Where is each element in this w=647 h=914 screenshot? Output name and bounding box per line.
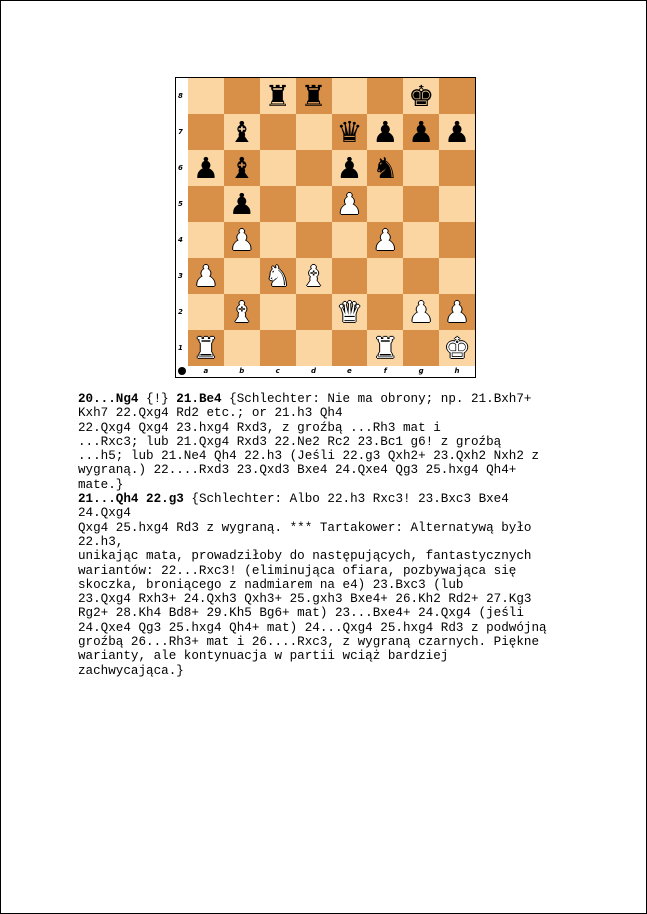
file-label: b [239, 367, 245, 375]
square-d2 [296, 294, 332, 330]
square-d6 [296, 150, 332, 186]
text-line [78, 406, 598, 420]
text-line [78, 478, 598, 492]
square-h5 [439, 186, 475, 222]
text-segment: Rg2+ 28.Kh4 Bd8+ 29.Kh5 Bg6+ mat) 23...Bxe4+ 24.Qxg4 (jeśli [78, 606, 524, 621]
square-f2 [367, 294, 403, 330]
text-segment: Kxh7 22.Qxg4 Rd2 etc.; or 21.h3 Qh4 [78, 406, 343, 421]
text-line [78, 621, 598, 635]
rank-label: 8 [178, 92, 183, 100]
square-e7 [332, 114, 368, 150]
square-a4 [188, 222, 224, 258]
square-f7 [367, 114, 403, 150]
text-line [78, 421, 598, 435]
square-c5 [260, 186, 296, 222]
text-line [78, 492, 598, 506]
chess-board [188, 78, 475, 366]
rank-labels [176, 78, 188, 366]
black-knight-icon: ♞ [372, 150, 399, 185]
white-knight-icon: ♞ [264, 258, 291, 293]
white-pawn-icon: ♟ [228, 222, 255, 257]
square-h7 [439, 114, 475, 150]
square-e3 [332, 258, 368, 294]
square-e2 [332, 294, 368, 330]
white-rook-icon: ♜ [372, 330, 399, 365]
text-segment: mate.} [78, 477, 124, 492]
square-f5 [367, 186, 403, 222]
square-b4 [224, 222, 260, 258]
square-b3 [224, 258, 260, 294]
square-c1 [260, 330, 296, 366]
square-g3 [403, 258, 439, 294]
square-e1 [332, 330, 368, 366]
square-c8 [260, 78, 296, 114]
file-label: d [311, 367, 317, 375]
square-a2 [188, 294, 224, 330]
text-segment: ...Rxc3; lub 21.Qxg4 Rxd3 22.Ne2 Rc2 23.Bc1 g6! z groźbą [78, 434, 502, 449]
file-label: e [347, 367, 352, 375]
square-a8 [188, 78, 224, 114]
text-line [78, 549, 598, 563]
text-line [78, 578, 598, 592]
square-h1 [439, 330, 475, 366]
text-line [78, 449, 598, 463]
square-d1 [296, 330, 332, 366]
text-segment: {!} [138, 392, 177, 406]
text-segment [138, 492, 146, 506]
text-segment: Qxg4 25.hxg4 Rd3 z wygraną. *** Tartakower: Alternatywą było [78, 520, 532, 535]
square-h8 [439, 78, 475, 114]
square-c3 [260, 258, 296, 294]
move-bold: 21...Qh4 [78, 492, 139, 507]
move-bold: 21.Be4 [176, 392, 222, 406]
text-segment: 24.Qxe4 Qg3 25.hxg4 Qh4+ mat) 24...Qxg4 25.hxg4 Rd3 z podwójną [78, 620, 547, 635]
square-a1 [188, 330, 224, 366]
file-label: f [383, 367, 387, 375]
square-b6 [224, 150, 260, 186]
text-segment: groźbą 26...Rh3+ mat i 26....Rxc3, z wygraną czarnych. Piękne [78, 635, 540, 650]
square-a3 [188, 258, 224, 294]
text-segment: {Schlechter: Nie ma obrony; np. 21.Bxh7+ [221, 392, 532, 406]
square-f4 [367, 222, 403, 258]
square-b7 [224, 114, 260, 150]
text-segment: 22.Qxg4 Qxg4 23.hxg4 Rxd3, z groźbą ...Rh3 mat i [78, 420, 441, 435]
square-d5 [296, 186, 332, 222]
text-line [78, 392, 598, 406]
square-h4 [439, 222, 475, 258]
file-label: a [203, 367, 209, 375]
square-c7 [260, 114, 296, 150]
white-queen-icon: ♛ [336, 294, 363, 329]
square-g4 [403, 222, 439, 258]
white-king-icon: ♚ [444, 330, 471, 365]
text-segment: warianty, ale kontynuacja w partii wciąż bardziej [78, 649, 449, 664]
square-h6 [439, 150, 475, 186]
rank-label: 7 [178, 128, 183, 136]
white-pawn-icon: ♟ [444, 294, 471, 329]
square-g5 [403, 186, 439, 222]
square-a7 [188, 114, 224, 150]
text-segment: 23.Qxg4 Rxh3+ 24.Qxh3 Qxh3+ 25.gxh3 Bxe4+ 26.Kh2 Rd2+ 27.Kg3 [78, 592, 532, 607]
text-line [78, 635, 598, 649]
square-e4 [332, 222, 368, 258]
white-bishop-icon: ♝ [300, 258, 327, 293]
text-segment: 22.h3, [78, 534, 124, 549]
square-a5 [188, 186, 224, 222]
black-pawn-icon: ♟ [444, 114, 471, 149]
rank-label: 5 [178, 200, 183, 208]
square-b1 [224, 330, 260, 366]
black-queen-icon: ♛ [336, 114, 363, 149]
move-bold: 22.g3 [146, 492, 184, 507]
text-segment: wariantów: 22...Rxc3! (eliminująca ofiara, pozbywająca się [78, 563, 517, 578]
square-g1 [403, 330, 439, 366]
text-segment: zachwycająca.} [78, 663, 184, 678]
white-rook-icon: ♜ [192, 330, 219, 365]
rank-label: 2 [178, 308, 183, 316]
black-pawn-icon: ♟ [372, 114, 399, 149]
text-line [78, 506, 598, 520]
text-line [78, 463, 598, 477]
square-f6 [367, 150, 403, 186]
text-segment: unikając mata, prowadziłoby do następujących, fantastycznych [78, 549, 532, 564]
square-a6 [188, 150, 224, 186]
side-to-move-indicator [178, 367, 186, 375]
text-line [78, 649, 598, 663]
white-pawn-icon: ♟ [372, 222, 399, 257]
square-b5 [224, 186, 260, 222]
square-f3 [367, 258, 403, 294]
square-h3 [439, 258, 475, 294]
text-line [78, 435, 598, 449]
square-d4 [296, 222, 332, 258]
text-line [78, 606, 598, 620]
black-king-icon: ♚ [408, 78, 435, 113]
text-line [78, 592, 598, 606]
white-pawn-icon: ♟ [336, 186, 363, 221]
square-f1 [367, 330, 403, 366]
black-rook-icon: ♜ [300, 78, 327, 113]
square-g7 [403, 114, 439, 150]
black-pawn-icon: ♟ [336, 150, 363, 185]
square-b8 [224, 78, 260, 114]
black-pawn-icon: ♟ [408, 114, 435, 149]
rank-label: 1 [178, 344, 183, 352]
square-b2 [224, 294, 260, 330]
square-c2 [260, 294, 296, 330]
text-line [78, 535, 598, 549]
text-line [78, 521, 598, 535]
square-e8 [332, 78, 368, 114]
file-label: h [454, 367, 460, 375]
file-labels [188, 366, 475, 377]
rank-label: 4 [178, 236, 183, 244]
black-bishop-icon: ♝ [228, 150, 255, 185]
text-segment: wygraną.) 22....Rxd3 23.Qxd3 Bxe4 24.Qxe4 Qg3 25.hxg4 Qh4+ [78, 463, 517, 478]
square-f8 [367, 78, 403, 114]
square-e5 [332, 186, 368, 222]
text-segment: 24.Qxg4 [78, 506, 131, 521]
black-bishop-icon: ♝ [228, 114, 255, 149]
square-d7 [296, 114, 332, 150]
square-d3 [296, 258, 332, 294]
text-line [78, 564, 598, 578]
file-label: g [418, 367, 424, 375]
rank-label: 3 [178, 272, 183, 280]
text-line [78, 664, 598, 678]
square-g2 [403, 294, 439, 330]
text-segment: skoczka, broniącego z nadmiarem na e4) 23.Bxc3 (lub [78, 577, 464, 592]
black-pawn-icon: ♟ [228, 186, 255, 221]
rank-label: 6 [178, 164, 183, 172]
square-h2 [439, 294, 475, 330]
square-g6 [403, 150, 439, 186]
text-segment: ...h5; lub 21.Ne4 Qh4 22.h3 (Jeśli 22.g3 Qxh2+ 23.Qxh2 Nxh2 z [78, 449, 540, 464]
file-label: c [275, 367, 280, 375]
square-c4 [260, 222, 296, 258]
white-pawn-icon: ♟ [408, 294, 435, 329]
square-d8 [296, 78, 332, 114]
chess-diagram [175, 77, 476, 378]
black-rook-icon: ♜ [264, 78, 291, 113]
square-e6 [332, 150, 368, 186]
square-g8 [403, 78, 439, 114]
text-segment: {Schlechter: Albo 22.h3 Rxc3! 23.Bxc3 Bxe4 [183, 492, 509, 507]
square-c6 [260, 150, 296, 186]
white-bishop-icon: ♝ [228, 294, 255, 329]
move-bold: 20...Ng4 [78, 392, 139, 406]
white-pawn-icon: ♟ [192, 258, 219, 293]
game-annotation-text [78, 392, 598, 678]
black-pawn-icon: ♟ [192, 150, 219, 185]
